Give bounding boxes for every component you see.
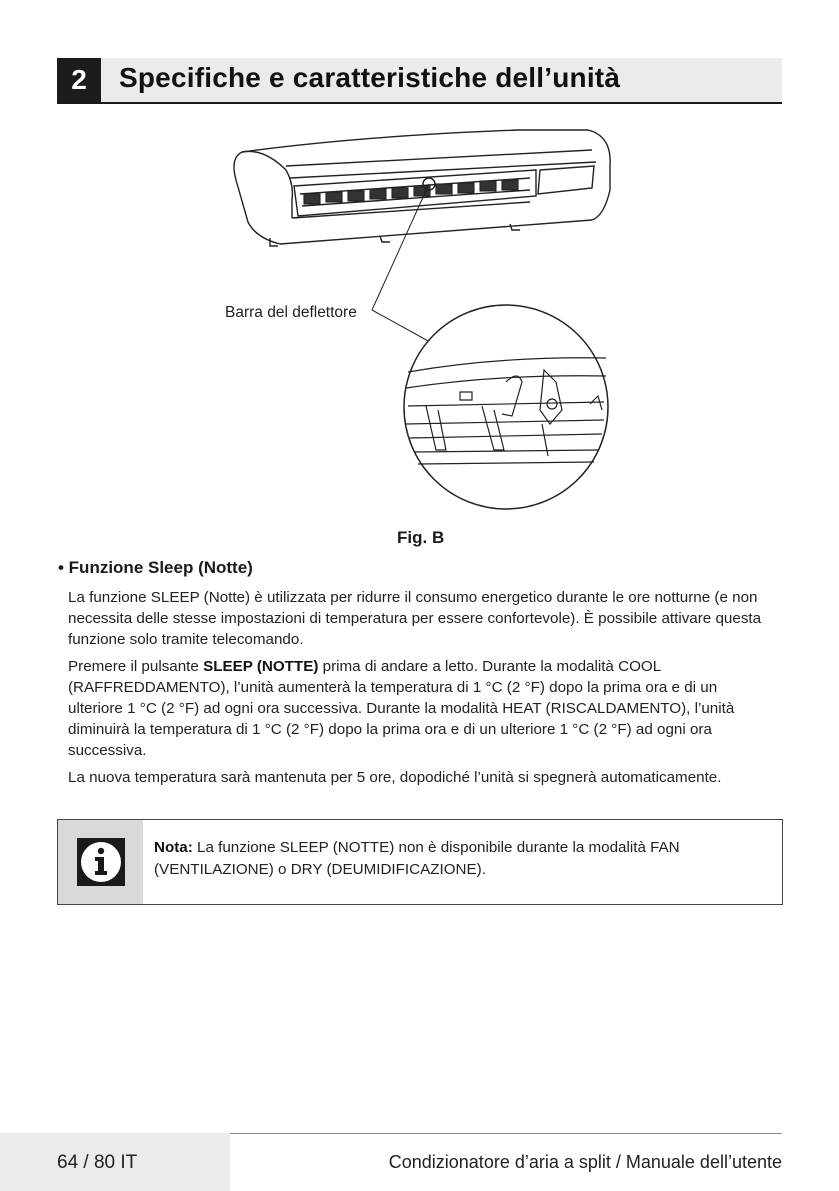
document-title: Condizionatore d’aria a split / Manuale dell’utente (388, 1152, 782, 1172)
paragraph-duration: La nuova temperatura sarà mantenuta per 5 ore, dopodiché l’unità si spegnerà automaticamente. (68, 769, 722, 786)
deflector-callout-label: Barra del deflettore (225, 304, 357, 321)
paragraph-instructions-prefix: Premere il pulsante (68, 658, 204, 675)
chapter-header (57, 58, 782, 104)
note-body: La funzione SLEEP (NOTTE) non è disponibile durante la modalità FAN (VENTILAZIONE) o DRY (DEUMIDIFICAZIONE). (154, 839, 680, 878)
detail-zoom (404, 305, 608, 509)
section-body (68, 587, 768, 794)
page-title: Specifiche e caratteristiche dell’unità (119, 62, 621, 93)
figure-caption: Fig. B (397, 528, 445, 547)
sleep-button-name: SLEEP (NOTTE) (203, 658, 319, 675)
note-text (154, 837, 754, 881)
footer-divider (230, 1133, 782, 1134)
chapter-number: 2 (57, 58, 101, 102)
info-icon (76, 837, 126, 887)
note-label: Nota: (154, 839, 193, 856)
figure-b (200, 120, 640, 520)
note-box (57, 819, 783, 905)
paragraph-instructions-suffix: prima di andare a letto. Durante la modalità COOL (RAFFREDDAMENTO), l’unità aumenterà la temperatura di 1 °C (2 °F) dopo la prima ora e di un ulteriore 1 °C (2 °F) ad ogni ora successiva. Durante la modalità HEAT (RISCALDAMENTO), l’unità diminuirà la temperatura di 1 °C (2 °F) dopo la prima ora e di un ulteriore 1 °C (2 °F) ad ogni ora successiva. (68, 658, 735, 759)
section-heading: • Funzione Sleep (Notte) (58, 558, 253, 577)
paragraph-instructions (68, 656, 768, 761)
note-icon-panel (58, 820, 143, 904)
page-number: 64 / 80 IT (57, 1152, 138, 1173)
paragraph-intro: La funzione SLEEP (Notte) è utilizzata per ridurre il consumo energetico durante le ore notturne (e non necessita delle stesse impostazioni di temperatura per essere confortevole). È possibile attivare questa funzione solo tramite telecomando. (68, 589, 762, 648)
